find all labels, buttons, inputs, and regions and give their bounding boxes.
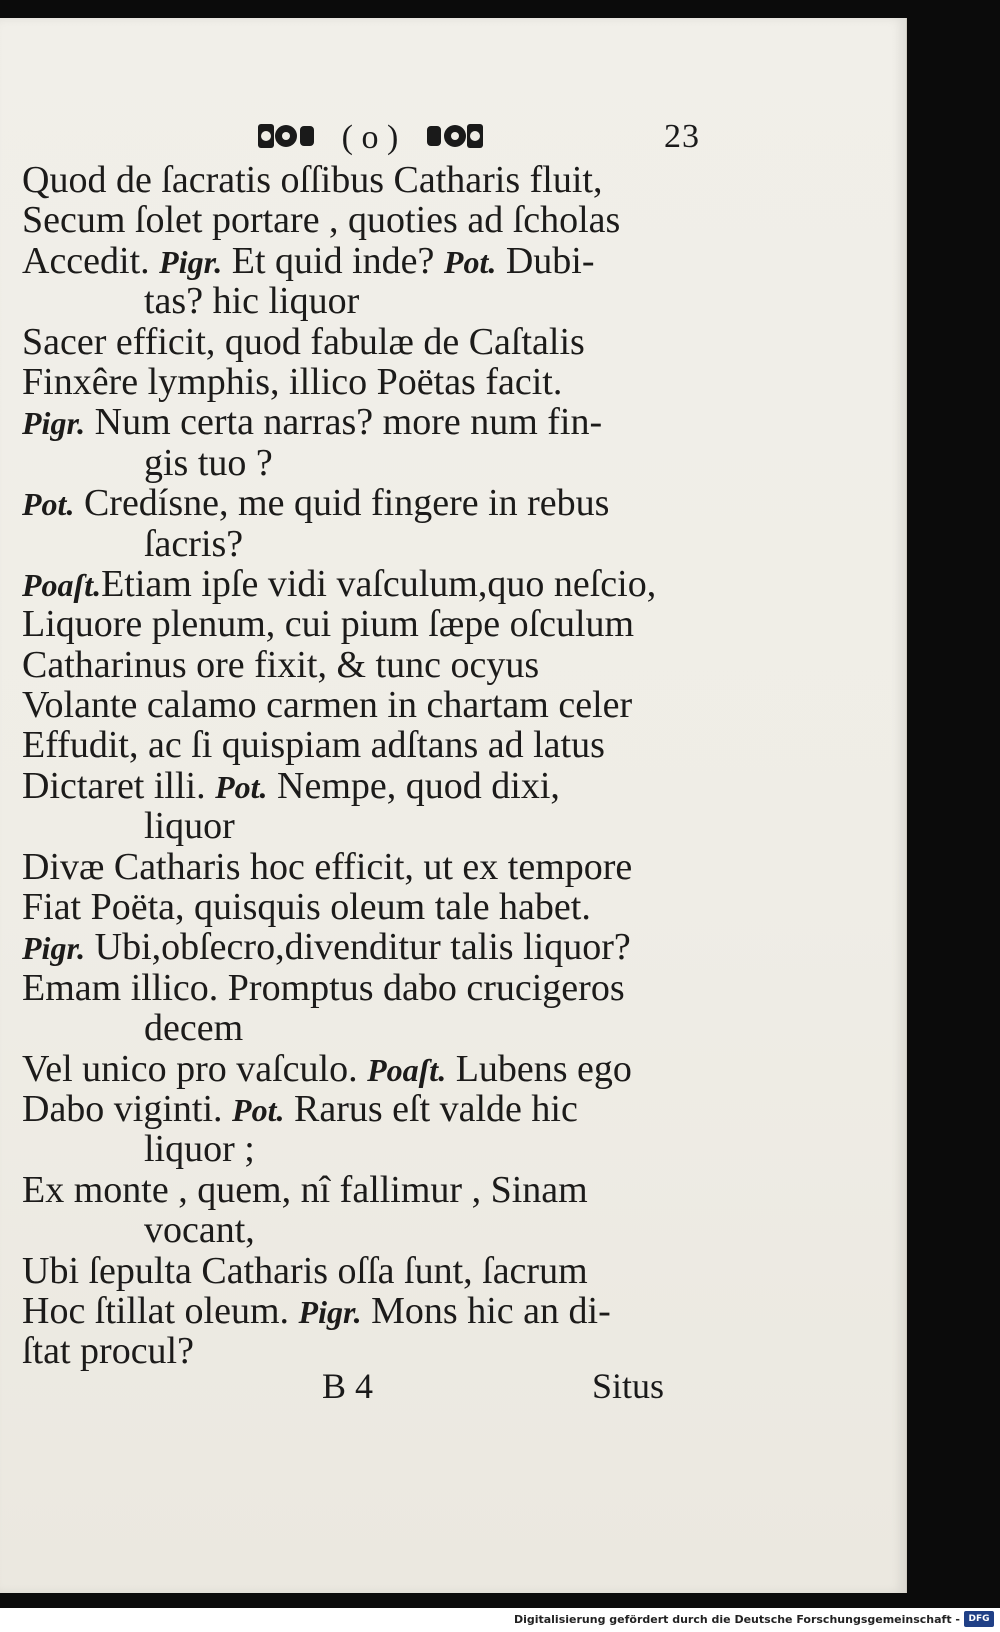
line-text: Etiam ipſe vidi vaſculum,quo neſcio, <box>101 562 657 605</box>
line-text: decem <box>144 1007 244 1050</box>
line-text: Fiat Poëta, quisquis oleum tale habet. <box>22 886 591 929</box>
line-text: Quod de ſacratis oſſibus Catharis fluit, <box>22 159 603 201</box>
text-line <box>22 322 722 362</box>
line-text: Sacer efficit, quod fabulæ de Caſtalis <box>22 320 585 363</box>
text-line <box>22 362 722 402</box>
line-text: Num certa narras? more num fin- <box>85 401 603 444</box>
line-text: Emam illico. Promptus dabo crucigeros <box>22 966 625 1009</box>
speaker-label: Poaſt. <box>22 566 102 603</box>
digitization-credit-bar <box>0 1608 1000 1632</box>
signature-mark: B 4 <box>322 1366 374 1406</box>
catchword: Situs <box>592 1366 665 1406</box>
speaker-label: Pot. <box>22 486 75 523</box>
line-text: tas? hic liquor <box>144 280 360 323</box>
speaker-label: Pot. <box>232 1091 285 1128</box>
line-text: Effudit, ac ſi quispiam adſtans ad latus <box>22 724 605 767</box>
text-line <box>22 968 722 1008</box>
text-line <box>22 887 722 927</box>
text-line <box>22 241 722 281</box>
line-text: Et quid inde? <box>222 239 444 282</box>
text-block <box>22 160 722 1372</box>
line-text: Hoc ſtillat oleum. <box>22 1289 299 1332</box>
line-text: Volante calamo carmen in chartam celer <box>22 684 633 727</box>
line-text: gis tuo ? <box>144 441 273 484</box>
text-line <box>22 1210 722 1250</box>
line-text: Lubens ego <box>446 1047 632 1090</box>
line-text: liquor ; <box>144 1128 255 1171</box>
text-line <box>22 1170 722 1210</box>
text-line <box>22 1008 722 1048</box>
text-line <box>22 766 722 806</box>
text-line <box>22 1291 722 1331</box>
text-line <box>22 685 722 725</box>
line-text: Finxêre lymphis, illico Poëtas facit. <box>22 360 563 403</box>
line-text: ſacris? <box>144 522 244 565</box>
dfg-logo: DFG <box>964 1611 994 1627</box>
line-text: Rarus eſt valde hic <box>284 1087 578 1130</box>
line-text: Liquore plenum, cui pium ſæpe oſculum <box>22 603 635 646</box>
text-line <box>22 604 722 644</box>
speaker-label: Pigr. <box>298 1293 362 1330</box>
line-text: Dubi- <box>496 239 595 282</box>
speaker-label: Pigr. <box>22 405 86 442</box>
line-text: Dictaret illi. <box>22 764 216 807</box>
text-line <box>22 1049 722 1089</box>
text-line <box>22 725 722 765</box>
page-header <box>0 98 906 158</box>
line-text: Credísne, me quid fingere in rebus <box>74 482 610 525</box>
line-text: Vel unico pro vaſculo. <box>22 1047 368 1090</box>
text-line <box>22 564 722 604</box>
text-line <box>22 443 722 483</box>
text-line <box>22 1251 722 1291</box>
text-line <box>22 402 722 442</box>
text-line <box>22 160 722 200</box>
text-line <box>22 847 722 887</box>
page-number: 23 <box>664 118 700 155</box>
speaker-label: Pigr. <box>159 243 223 280</box>
page-footer <box>0 1365 906 1415</box>
text-line <box>22 806 722 846</box>
credit-text: Digitalisierung gefördert durch die Deutsche Forschungsgemeinschaft - <box>513 1613 960 1626</box>
ornament-text: ( o ) <box>341 119 399 156</box>
speaker-label: Pigr. <box>22 930 86 967</box>
line-text: Ex monte , quem, nî fallimur , Sinam <box>22 1168 588 1211</box>
text-line <box>22 927 722 967</box>
line-text: vocant, <box>144 1209 255 1252</box>
line-text: Divæ Catharis hoc efficit, ut ex tempore <box>22 845 633 888</box>
line-text: Accedit. <box>22 239 160 282</box>
text-line <box>22 483 722 523</box>
text-line <box>22 1129 722 1169</box>
line-text: Catharinus ore fixit, & tunc ocyus <box>22 643 540 686</box>
text-line <box>22 281 722 321</box>
line-text: Ubi,obſecro,divenditur talis liquor? <box>85 926 631 969</box>
line-text: Dabo viginti. <box>22 1087 233 1130</box>
line-text: liquor <box>144 805 235 848</box>
header-ornament <box>258 114 483 158</box>
text-line <box>22 645 722 685</box>
line-text: Secum ſolet portare , quoties ad ſcholas <box>22 199 621 242</box>
line-text: Mons hic an di- <box>361 1289 611 1332</box>
line-text: Nempe, quod dixi, <box>267 764 560 807</box>
speaker-label: Pot. <box>443 243 497 280</box>
text-line <box>22 524 722 564</box>
text-line <box>22 200 722 240</box>
speaker-label: Poaſt. <box>367 1051 447 1088</box>
line-text: ſtat procul? <box>22 1330 194 1373</box>
speaker-label: Pot. <box>215 768 268 805</box>
line-text: Ubi ſepulta Catharis oſſa ſunt, ſacrum <box>22 1249 588 1292</box>
text-line <box>22 1089 722 1129</box>
book-page <box>0 18 907 1593</box>
